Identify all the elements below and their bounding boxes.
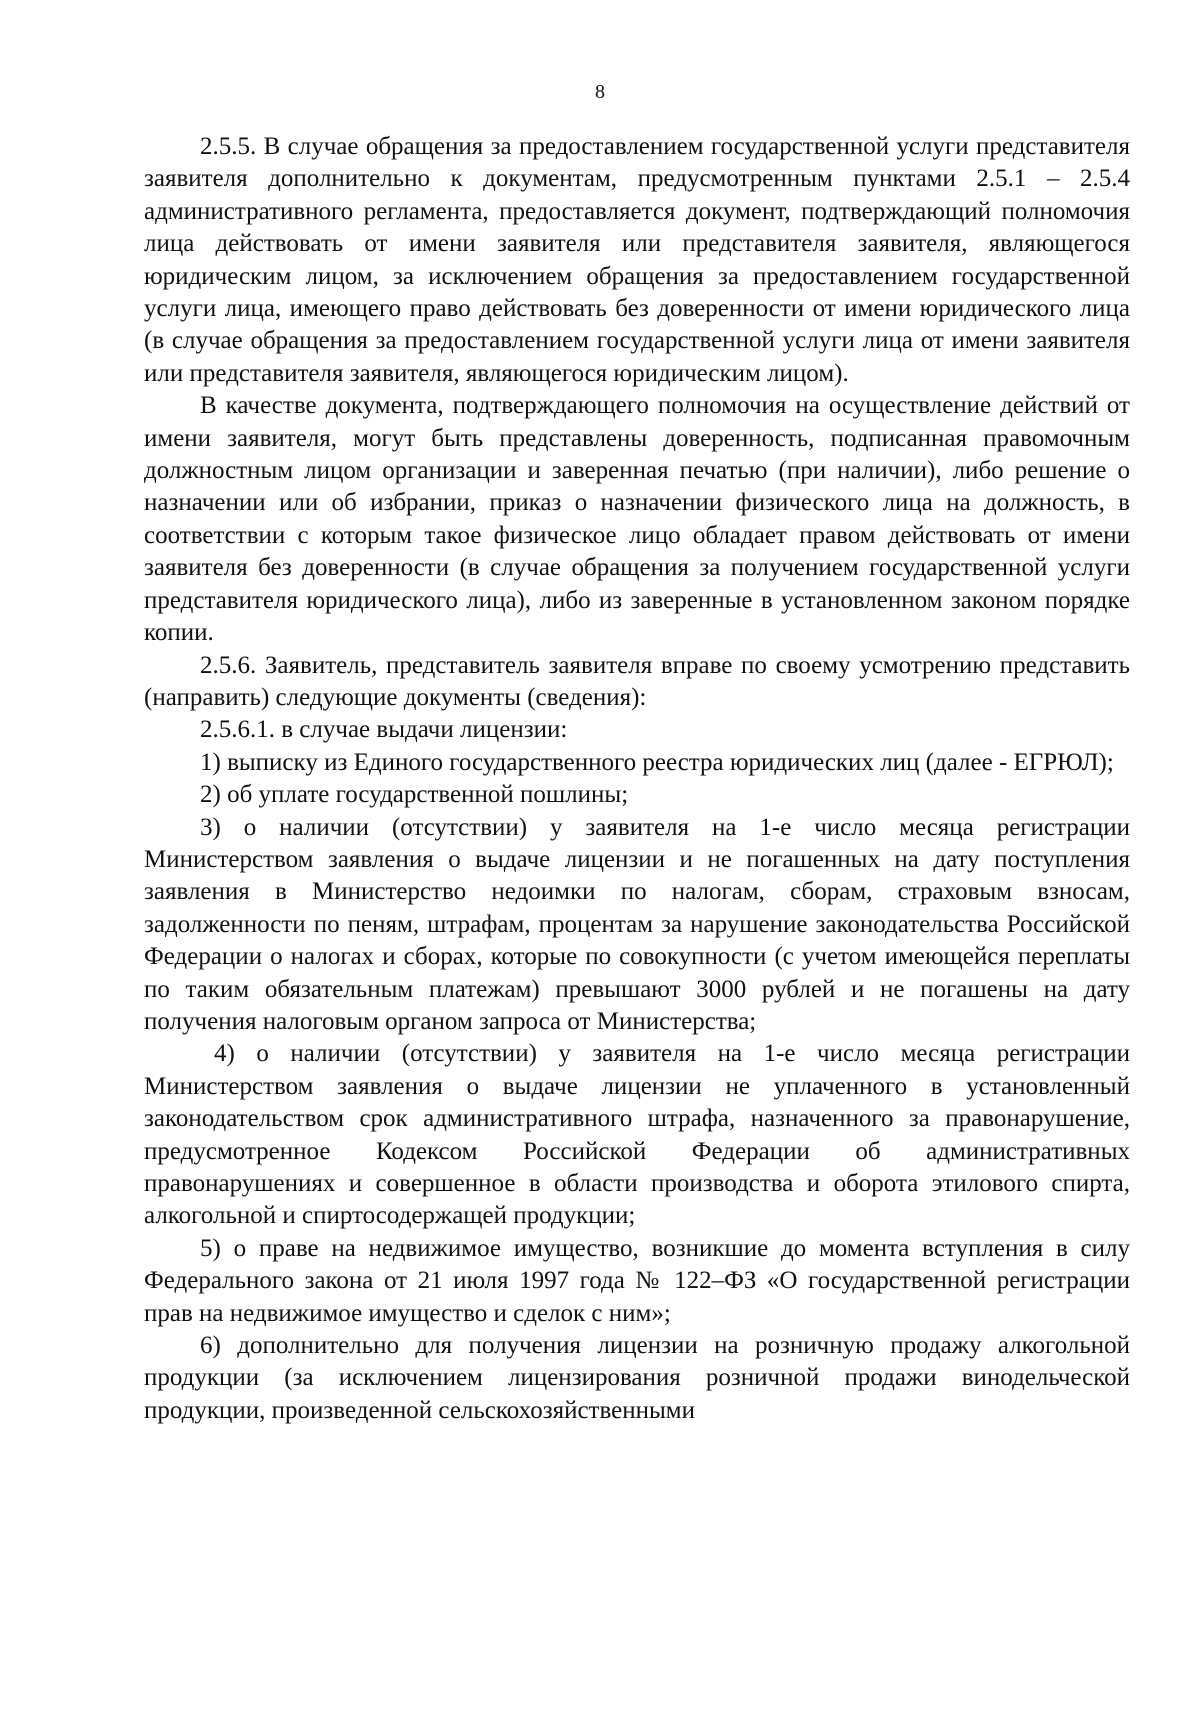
paragraph-2-5-6: 2.5.6. Заявитель, представитель заявителя вправе по своему усмотрению представить (направить) следующие документы (сведения): [144,651,1130,711]
paragraph-2-5-6-1: 2.5.6.1. в случае выдачи лицензии: [200,716,568,744]
paragraph-authority-document: В качестве документа, подтверждающего полномочия на осуществление действий от имени заявителя, могут быть представлены доверенность, подписанная правомочным должностным лицом организации и заверенная печатью (при наличии), либо решение о назначении или об избрании, приказ о назначении физического лица на должность, в соответствии с которым такое физическое лицо обладает правом действовать от имени заявителя без доверенности (в случае обращения за получением государственной услуги представителя юридического лица), либо из заверенные в установленном законом порядке копии. [144,392,1130,647]
list-item-4: 4) о наличии (отсутствии) у заявителя на 1-е число месяца регистрации Министерством заявления о выдаче лицензии не уплаченного в установленный законодательством срок административного штрафа, назначенного за правонарушение, предусмотренное Кодексом Российской Федерации об административных правонарушениях и совершенное в области производства и оборота этилового спирта, алкогольной и спиртосодержащей продукции; [144,1040,1130,1230]
list-item-5: 5) о праве на недвижимое имущество, возникшие до момента вступления в силу Федерального закона от 21 июля 1997 года № 122–ФЗ «О государственной регистрации прав на недвижимое имущество и сделок с ним»; [144,1234,1130,1327]
list-item-2: 2) об уплате государственной пошлины; [200,781,629,809]
list-item-1: 1) выписку из Единого государственного реестра юридических лиц (далее - ЕГРЮЛ); [200,748,1114,776]
paragraph-2-5-5: 2.5.5. В случае обращения за предоставлением государственной услуги представителя заявителя дополнительно к документам, предусмотренным пунктами 2.5.1 – 2.5.4 административного регламента, предоставляется документ, подтверждающий полномочия лица действовать от имени заявителя или представителя заявителя, являющегося юридическим лицом, за исключением обращения за предоставлением государственной услуги лица, имеющего право действовать без доверенности от имени юридического лица (в случае обращения за предоставлением государственной услуги лица от имени заявителя или представителя заявителя, являющегося юридическим лицом). [144,133,1130,387]
page-number: 8 [595,81,605,103]
list-item-6: 6) дополнительно для получения лицензии на розничную продажу алкогольной продукции (за исключением лицензирования розничной продажи винодельческой продукции, произведенной сельскохозяйственными [144,1332,1130,1424]
list-item-3: 3) о наличии (отсутствии) у заявителя на 1-е число месяца регистрации Министерством заявления о выдаче лицензии и не погашенных на дату поступления заявления в Министерство недоимки по налогам, сборам, страховым взносам, задолженности по пеням, штрафам, процентам за нарушение законодательства Российской Федерации о налогах и сборах, которые по совокупности (с учетом имеющейся переплаты по таким обязательным платежам) превышают 3000 рублей и не погашены на дату получения налоговым органом запроса от Министерства; [144,813,1130,1035]
document-body [144,131,1130,1427]
